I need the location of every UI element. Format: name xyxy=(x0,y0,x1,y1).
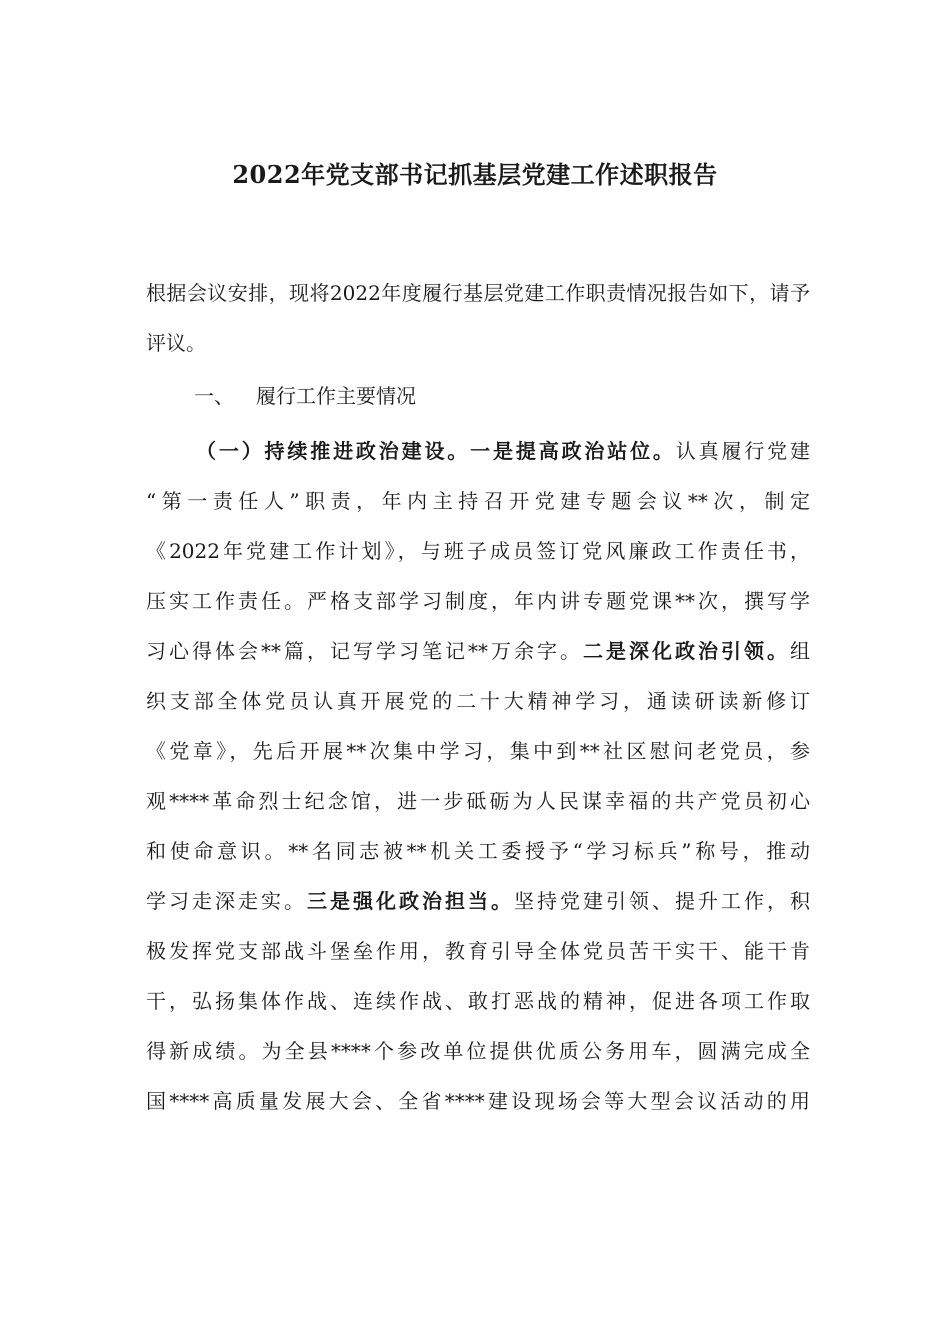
text-segment: 《2022年党建工作计划》，与班子成员签订党风廉政工作责任书， xyxy=(146,539,810,563)
paragraph-line xyxy=(146,426,810,476)
text-segment: 国****高质量发展大会、全省****建设现场会等大型会议活动的用 xyxy=(146,1089,810,1113)
bold-phrase: （一）持续推进政治建设。 xyxy=(196,439,471,463)
document-title: 2022年党支部书记抓基层党建工作述职报告 xyxy=(232,160,718,189)
text-segment: 组 xyxy=(790,639,810,663)
paragraph-line xyxy=(146,476,810,526)
bold-phrase: 三是强化政治担当。 xyxy=(307,889,514,913)
section-heading-text: 履行工作主要情况 xyxy=(256,384,416,408)
bold-phrase: 一是提高政治站位。 xyxy=(470,439,676,463)
paragraph-line xyxy=(146,526,810,576)
paragraph-line xyxy=(146,976,810,1026)
text-segment: 习心得体会**篇，记写学习笔记**万余字。 xyxy=(146,639,583,663)
text-segment: 压实工作责任。严格支部学习制度，年内讲专题党课**次，撰写学 xyxy=(146,589,810,613)
paragraph-line xyxy=(146,626,810,676)
section-heading xyxy=(194,378,416,414)
paragraph-line xyxy=(146,826,810,876)
text-segment: 学习走深走实。 xyxy=(146,889,307,913)
text-segment: 和使命意识。**名同志被**机关工委授予“学习标兵”称号，推动 xyxy=(146,839,810,863)
text-segment: 得新成绩。为全县****个参改单位提供优质公务用车，圆满完成全 xyxy=(146,1039,810,1063)
paragraph-line xyxy=(146,726,810,776)
text-segment: “第一责任人”职责，年内主持召开党建专题会议**次，制定 xyxy=(146,489,810,513)
intro-paragraph: 根据会议安排，现将2022年度履行基层党建工作职责情况报告如下，请予评议。 xyxy=(146,281,810,355)
section-number: 一、 xyxy=(194,384,234,408)
paragraph-line xyxy=(146,1076,810,1126)
text-segment: 观****革命烈士纪念馆，进一步砥砺为人民谋幸福的共产党员初心 xyxy=(146,789,810,813)
paragraph-line xyxy=(146,676,810,726)
paragraph-line xyxy=(146,576,810,626)
paragraph-line xyxy=(146,926,810,976)
section-body-paragraph xyxy=(146,426,810,1126)
paragraph-line xyxy=(146,1026,810,1076)
paragraph-line xyxy=(146,876,810,926)
text-segment: 《党章》，先后开展**次集中学习，集中到**社区慰问老党员，参 xyxy=(146,739,810,763)
text-segment: 认真履行党建 xyxy=(675,439,811,463)
text-segment: 极发挥党支部战斗堡垒作用，教育引导全体党员苦干实干、能干肯 xyxy=(146,939,810,963)
paragraph-line xyxy=(146,776,810,826)
text-segment: 织支部全体党员认真开展党的二十大精神学习，通读研读新修订 xyxy=(146,689,810,713)
bold-phrase: 二是深化政治引领。 xyxy=(583,639,790,663)
text-segment: 坚持党建引领、提升工作，积 xyxy=(514,889,810,913)
text-segment: 干，弘扬集体作战、连续作战、敢打恶战的精神，促进各项工作取 xyxy=(146,989,810,1013)
